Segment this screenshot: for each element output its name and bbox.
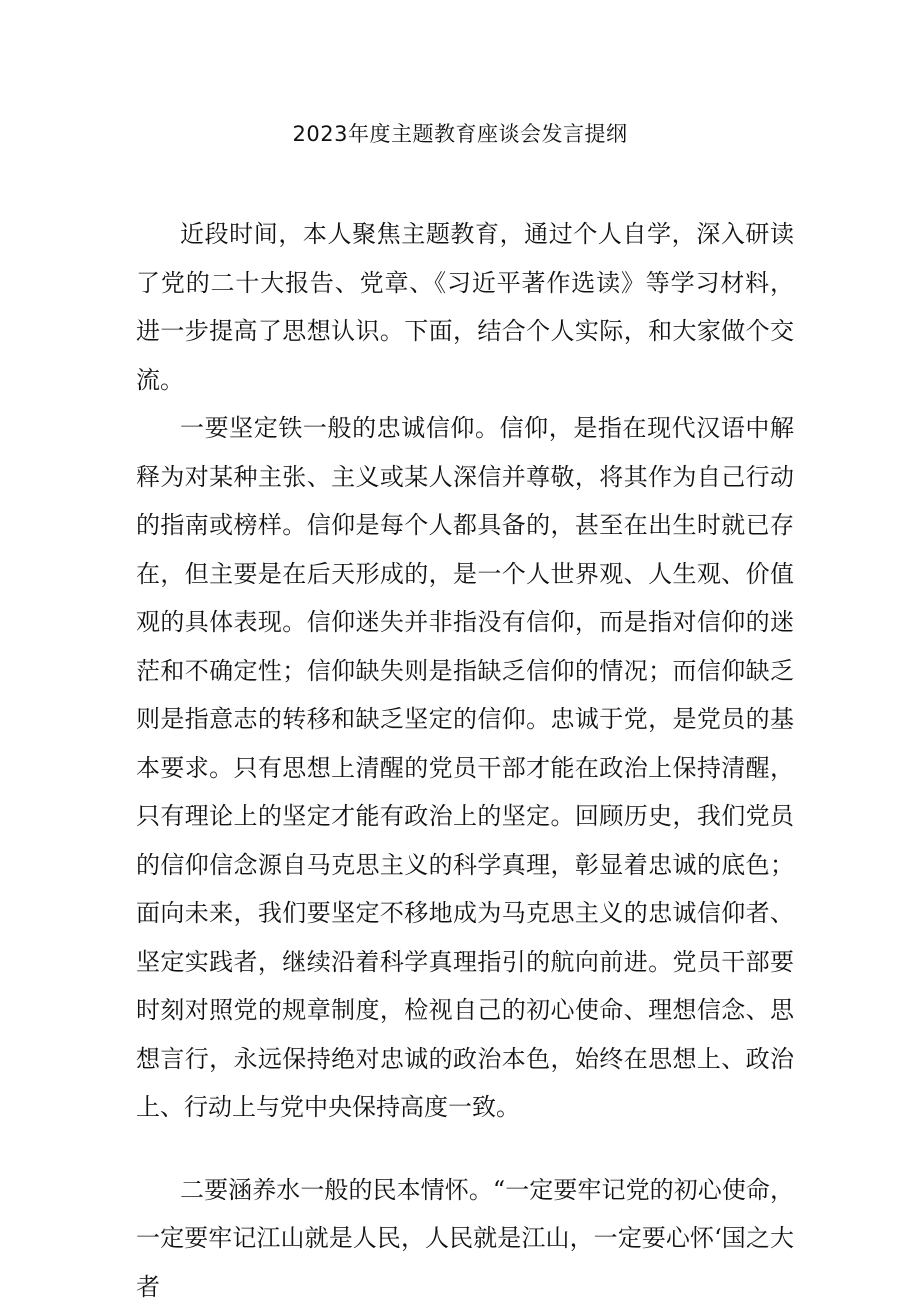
document-body	[136, 210, 794, 1311]
document-title: 2023年度主题教育座谈会发言提纲	[0, 118, 920, 150]
paragraph-loyal-belief: 一要坚定铁一般的忠诚信仰。信仰，是指在现代汉语中解释为对某种主张、主义或某人深信并尊敬，将其作为自己行动的指南或榜样。信仰是每个人都具备的，甚至在出生时就已存在，但主要是在后天形成的，是一个人世界观、人生观、价值观的具体表现。信仰迷失并非指没有信仰，而是指对信仰的迷茫和不确定性；信仰缺失则是指缺乏信仰的情况；而信仰缺乏则是指意志的转移和缺乏坚定的信仰。忠诚于党，是党员的基本要求。只有思想上清醒的党员干部才能在政治上保持清醒，只有理论上的坚定才能有政治上的坚定。回顾历史，我们党员的信仰信念源自马克思主义的科学真理，彰显着忠诚的底色；面向未来，我们要坚定不移地成为马克思主义的忠诚信仰者、坚定实践者，继续沿着科学真理指引的航向前进。党员干部要时刻对照党的规章制度，检视自己的初心使命、理想信念、思想言行，永远保持绝对忠诚的政治本色，始终在思想上、政治上、行动上与党中央保持高度一致。	[136, 404, 794, 1132]
paragraph-intro: 近段时间，本人聚焦主题教育，通过个人自学，深入研读了党的二十大报告、党章、《习近平著作选读》等学习材料，进一步提高了思想认识。下面，结合个人实际，和大家做个交流。	[136, 210, 794, 404]
paragraph-people-centered: 二要涵养水一般的民本情怀。“一定要牢记党的初心使命，一定要牢记江山就是人民，人民就是江山，一定要心怀‘国之大者	[136, 1166, 794, 1311]
